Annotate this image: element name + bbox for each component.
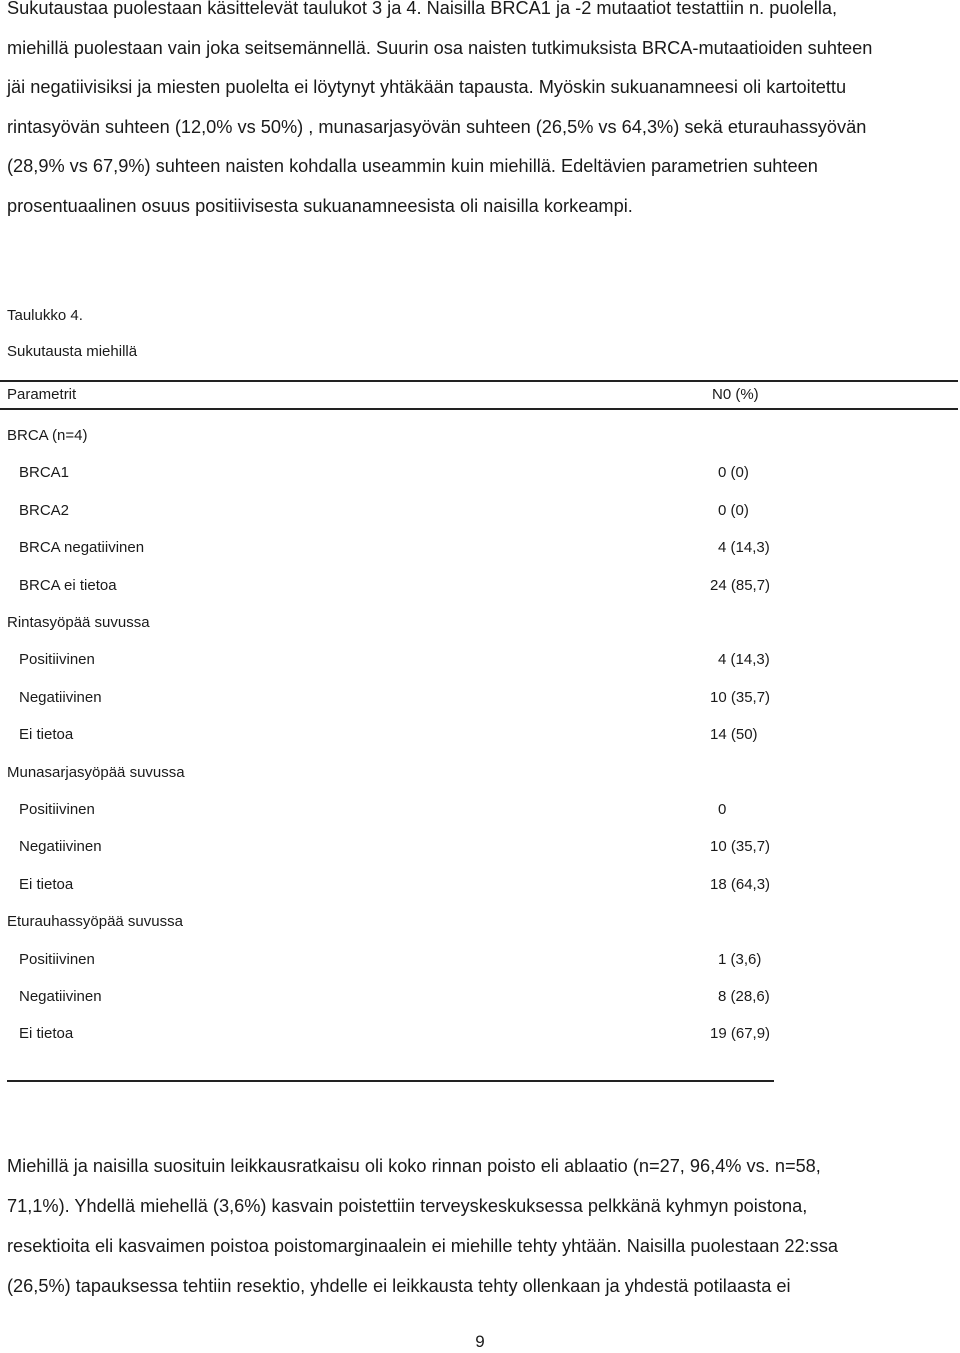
row-label: BRCA2: [19, 502, 70, 519]
row-label: Munasarjasyöpää suvussa: [7, 764, 185, 781]
row-label: Eturauhassyöpää suvussa: [7, 913, 183, 930]
table-bottom-rule: [7, 1080, 774, 1082]
text-line: rintasyövän suhteen (12,0% vs 50%) , munasarjasyövän suhteen (26,5% vs 64,3%) sekä eturauhassyövän: [7, 116, 867, 137]
text-line: Sukutaustaa puolestaan käsittelevät taulukot 3 ja 4. Naisilla BRCA1 ja -2 mutaatiot testattiin n. puolella,: [7, 0, 838, 18]
table-row: [0, 726, 960, 746]
row-label: Negatiivinen: [19, 838, 102, 855]
text-line: Miehillä ja naisilla suosituin leikkausratkaisu oli koko rinnan poisto eli ablaatio (n=27, 96,4% vs. n=58,: [7, 1156, 821, 1176]
row-value: 0 (0): [718, 464, 749, 481]
table-group-row: [0, 427, 960, 447]
row-label: Negatiivinen: [19, 689, 102, 706]
table-label: Taulukko 4.: [7, 307, 83, 324]
table-row: [0, 988, 960, 1008]
row-value: 19 (67,9): [710, 1025, 771, 1042]
table-group-row: [0, 614, 960, 634]
table-row: [0, 838, 960, 858]
row-label: Rintasyöpää suvussa: [7, 614, 150, 631]
text-line: (28,9% vs 67,9%) suhteen naisten kohdalla useammin kuin miehillä. Edeltävien parametrien suhteen: [7, 156, 818, 177]
row-label: Negatiivinen: [19, 988, 102, 1005]
row-value: 18 (64,3): [710, 876, 771, 893]
row-label: Positiivinen: [19, 651, 95, 668]
row-label: BRCA ei tietoa: [19, 577, 117, 594]
table-top-rule: [0, 380, 958, 382]
row-label: Ei tietoa: [19, 1025, 74, 1042]
text-line: resektioita eli kasvaimen poistoa poistomarginaalein ei miehille tehty yhtään. Naisilla puolestaan 22:ssa: [7, 1236, 839, 1256]
table-group-row: [0, 764, 960, 784]
page-number: 9: [475, 1332, 485, 1351]
row-value: 1 (3,6): [718, 951, 762, 968]
row-label: BRCA1: [19, 464, 70, 481]
table-row: [0, 876, 960, 896]
row-label: Ei tietoa: [19, 726, 74, 743]
row-value: 10 (35,7): [710, 838, 771, 855]
row-value: 24 (85,7): [710, 577, 771, 594]
intro-paragraph: [7, 0, 952, 227]
text-line: 71,1%). Yhdellä miehellä (3,6%) kasvain poistettiin terveyskeskuksessa pelkkänä kyhmyn poistona,: [7, 1196, 808, 1216]
text-line: miehillä puolestaan vain joka seitsemännellä. Suurin osa naisten tutkimuksista BRCA-mutaatioiden suhteen: [7, 37, 873, 58]
table-title: Sukutausta miehillä: [7, 343, 138, 360]
table-header-rule: [0, 408, 958, 410]
table-row: [0, 502, 960, 522]
row-label: Positiivinen: [19, 801, 95, 818]
table-row: [0, 689, 960, 709]
table-row: [0, 801, 960, 821]
text-line: (26,5%) tapauksessa tehtiin resektio, yhdelle ei leikkausta tehty ollenkaan ja yhdestä potilaasta ei: [7, 1276, 791, 1296]
row-value: 4 (14,3): [718, 651, 770, 668]
table-row: [0, 1025, 960, 1045]
row-value: 8 (28,6): [718, 988, 770, 1005]
table-row: [0, 577, 960, 597]
row-label: Ei tietoa: [19, 876, 74, 893]
row-value: 10 (35,7): [710, 689, 771, 706]
closing-paragraph: [7, 1146, 952, 1306]
row-label: BRCA (n=4): [7, 427, 88, 444]
table-header-value: N0 (%): [712, 386, 759, 403]
table-row: [0, 539, 960, 559]
row-label: BRCA negatiivinen: [19, 539, 145, 556]
row-value: 0 (0): [718, 502, 749, 519]
table-group-row: [0, 913, 960, 933]
row-value: 0: [718, 801, 727, 818]
row-label: Positiivinen: [19, 951, 95, 968]
table-row: [0, 464, 960, 484]
table-row: [0, 651, 960, 671]
table-row: [0, 951, 960, 971]
row-value: 4 (14,3): [718, 539, 770, 556]
row-value: 14 (50): [710, 726, 758, 743]
text-line: prosentuaalinen osuus positiivisesta sukuanamneesista oli naisilla korkeampi.: [7, 195, 633, 216]
table-header-parameter: Parametrit: [7, 386, 77, 403]
text-line: jäi negatiivisiksi ja miesten puolelta ei löytynyt yhtäkään tapausta. Myöskin sukuanamneesi oli kartoitettu: [7, 77, 847, 98]
